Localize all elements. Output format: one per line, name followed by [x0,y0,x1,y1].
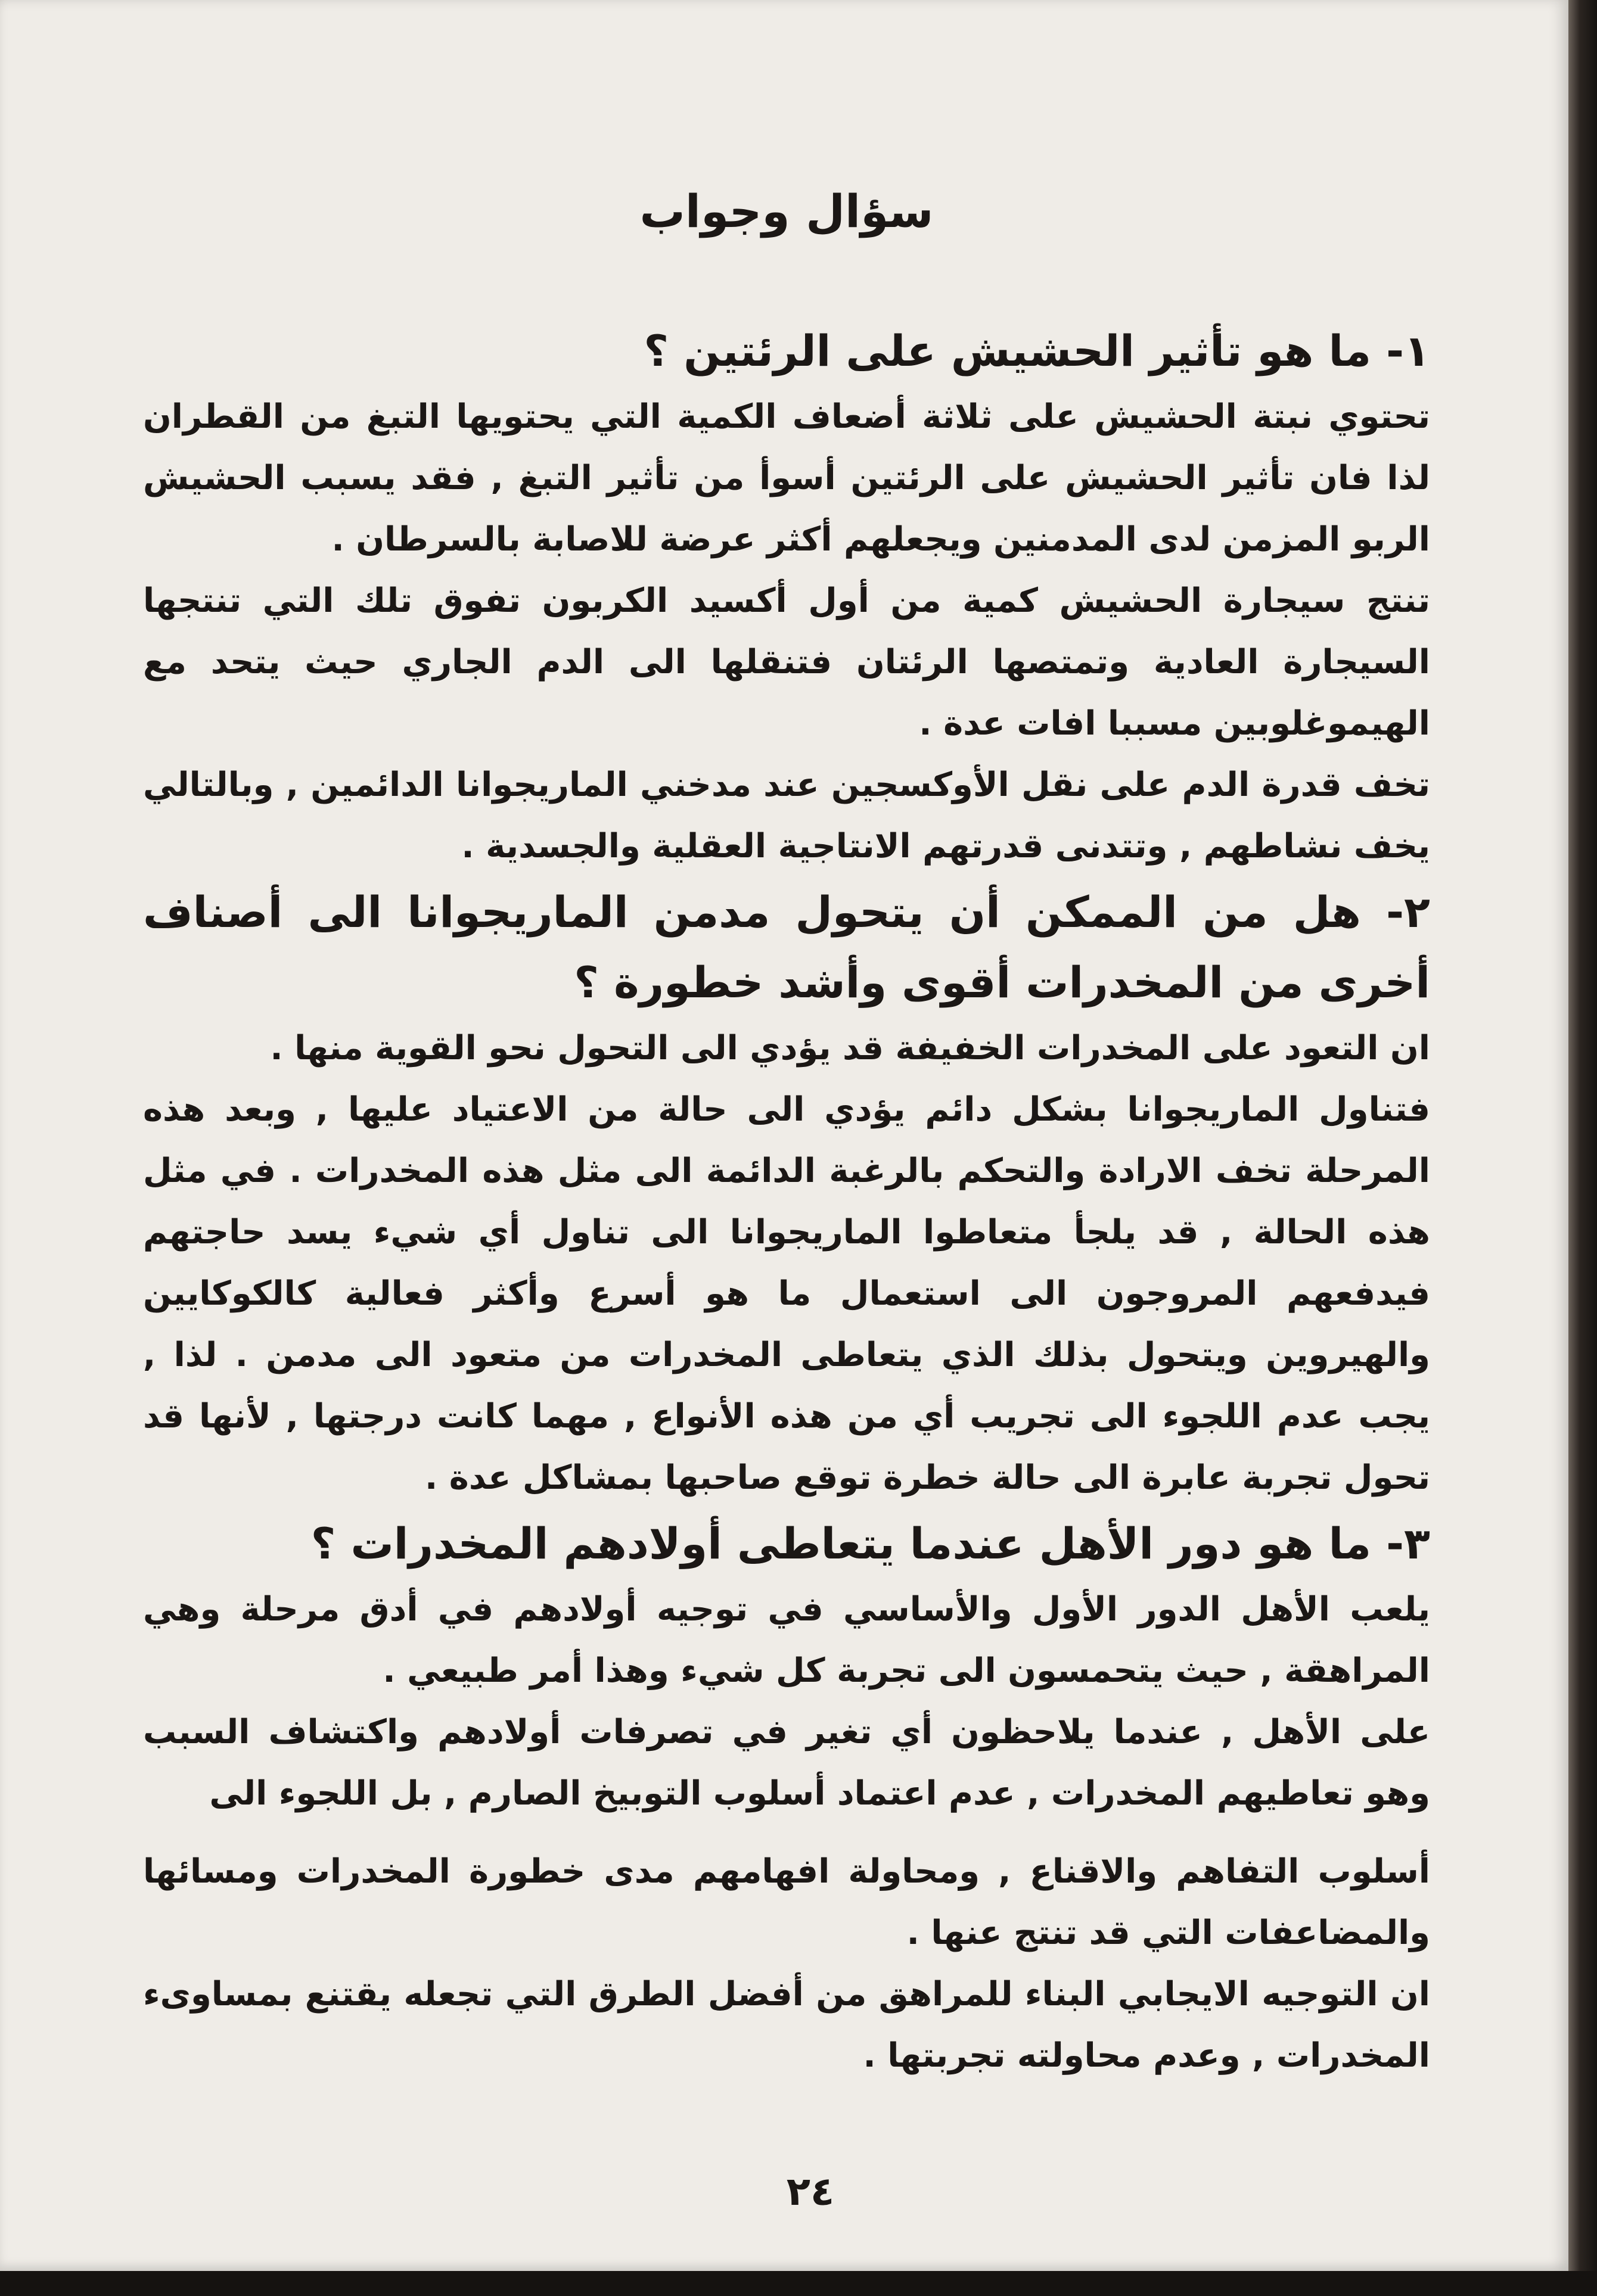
answer-1-paragraph-3: تخف قدرة الدم على نقل الأوكسجين عند مدخني الماريجوانا الدائمين , وبالتالي يخف نشاطهم , وتتدنى قدرتهم الانتاجية العقلية والجسدية . [143,766,1430,866]
answer-2-paragraph-1: ان التعود على المخدرات الخفيفة قد يؤدي الى التحول نحو القوية منها . [270,1029,1430,1068]
answer-3-paragraph-4: ان التوجيه الايجابي البناء للمراهق من أفضل الطرق التي تجعله يقتنع بمساوىء المخدرات , وعدم محاولته تجربتها . [143,1975,1430,2075]
answer-2-paragraph-2: فتناول الماريجوانا بشكل دائم يؤدي الى حالة من الاعتياد عليها , وبعد هذه المرحلة تخف الارادة والتحكم بالرغبة الدائمة الى مثل هذه المخدرات . في مثل هذه الحالة , قد يلجأ متعاطوا الماريجوانا الى تناول أي شيء يسد حاجتهم فيدفعهم المروجون الى استعمال ما هو أسرع وأكثر فعالية كالكوكايين والهيروين ويتحول بذلك الذي يتعاطى المخدرات من متعود الى مدمن . لذا , يجب عدم اللجوء الى تجريب أي من هذه الأنواع , مهما كانت درجتها , لأنها قد تحول تجربة عابرة الى حالة خطرة توقع صاحبها بمشاكل عدة . [143,1090,1430,1497]
scan-border [0,2271,1597,2296]
page-title: سؤال وجواب [639,185,934,238]
answer-3-paragraph-3: أسلوب التفاهم والاقناع , ومحاولة افهامهم مدى خطورة المخدرات ومسائها والمضاعفات التي قد تنتج عنها . [143,1852,1430,1952]
question-2: ٢- هل من الممكن أن يتحول مدمن الماريجوانا الى أصناف أخرى من المخدرات أقوى وأشد خطورة ؟ [143,887,1430,1007]
question-3: ٣- ما هو دور الأهل عندما يتعاطى أولادهم المخدرات ؟ [310,1519,1430,1569]
answer-1-paragraph-2: تنتج سيجارة الحشيش كمية من أول أكسيد الكربون تفوق تلك التي تنتجها السيجارة العادية وتمتصها الرئتان فتنقلها الى الدم الجاري حيث يتحد مع الهيموغلوبين مسببا افات عدة . [143,581,1430,743]
page-number: ٢٤ [786,2169,835,2214]
book-spine [1568,0,1597,2296]
answer-3-paragraph-1: يلعب الأهل الدور الأول والأساسي في توجيه أولادهم في أدق مرحلة وهي المراهقة , حيث يتحمسون الى تجربة كل شيء وهذا أمر طبيعي . [143,1590,1430,1690]
answer-1-paragraph-1: تحتوي نبتة الحشيش على ثلاثة أضعاف الكمية التي يحتويها التبغ من القطران لذا فان تأثير الحشيش على الرئتين أسوأ من تأثير التبغ , فقد يسبب الحشيش الربو المزمن لدى المدمنين ويجعلهم أكثر عرضة للاصابة بالسرطان . [143,397,1430,559]
answer-3-paragraph-2: على الأهل , عندما يلاحظون أي تغير في تصرفات أولادهم واكتشاف السبب وهو تعاطيهم المخدرات , عدم اعتماد أسلوب التوبيخ الصارم , بل اللجوء الى [143,1713,1430,1813]
question-1: ١- ما هو تأثير الحشيش على الرئتين ؟ [644,326,1430,376]
page-content [143,179,1430,2086]
